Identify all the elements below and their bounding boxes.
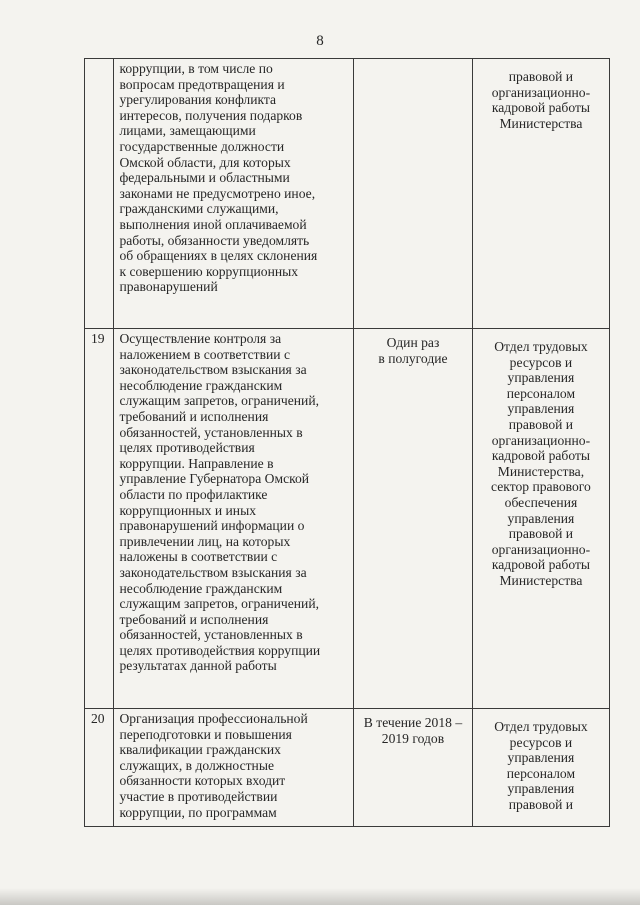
text-line: служащих, в должностные <box>119 757 274 773</box>
text-line: коррупции, в том числе по <box>119 61 273 76</box>
text-line: персоналом <box>506 385 576 401</box>
text-line: несоблюдение гражданским <box>119 580 283 596</box>
text-line: коррупционных и иных <box>119 502 257 518</box>
text-line: служащим запретов, ограничений, <box>119 393 319 409</box>
text-line: Министерства <box>499 572 583 588</box>
text-line: привлечении лиц, на которых <box>119 533 291 549</box>
row-number-cell: 19 <box>85 329 114 709</box>
text-line: управления <box>507 401 575 417</box>
text-line: обязанностей, установленных в <box>119 424 303 440</box>
text-line: законодательством взыскания за <box>119 362 307 378</box>
table-row <box>85 329 610 709</box>
text-line: законодательством взыскания за <box>119 564 307 580</box>
text-line: В течение 2018 – <box>363 715 463 730</box>
text-line: лицами, замещающими <box>119 123 256 139</box>
text-line: правовой и <box>508 416 574 432</box>
text-line: правонарушений <box>119 279 218 295</box>
text-line: целях противодействия <box>119 440 255 456</box>
text-line: Министерства, <box>497 463 585 479</box>
text-line: урегулирования конфликта <box>119 92 277 108</box>
text-line: работы, обязанности уведомлять <box>119 232 310 248</box>
text-line: области по профилактике <box>119 486 268 502</box>
deadline-cell <box>354 59 473 329</box>
text-line: целях противодействия коррупции <box>119 642 321 658</box>
text-line: управления <box>507 370 575 386</box>
text-line: обязанностей, установленных в <box>119 627 303 643</box>
text-line: персоналом <box>506 765 576 781</box>
responsible-cell <box>472 329 609 709</box>
text-line: наложением в соответствии с <box>119 346 290 362</box>
text-line: Один раз <box>386 335 440 350</box>
deadline-cell <box>354 709 473 827</box>
text-line: правовой и <box>508 69 574 84</box>
text-line: организационно- <box>491 541 591 557</box>
table-row <box>85 709 610 827</box>
text-line: коррупции. Направление в <box>119 455 274 471</box>
text-line: в полугодие <box>378 350 448 366</box>
measure-description-cell <box>114 709 354 827</box>
page-number: 8 <box>316 33 324 49</box>
text-line: ресурсов и <box>509 354 573 370</box>
text-line: обеспечения <box>504 494 578 510</box>
text-line: участие в противодействии <box>119 788 278 804</box>
deadline-cell <box>354 329 473 709</box>
text-line: организационно- <box>491 84 591 100</box>
text-line: вопросам предотвращения и <box>119 76 285 92</box>
responsible-cell <box>472 59 609 329</box>
text-line: переподготовки и повышения <box>119 726 292 742</box>
text-line: несоблюдение гражданским <box>119 377 283 393</box>
text-line: Организация профессиональной <box>119 711 308 726</box>
text-line: федеральными и областными <box>119 170 290 186</box>
text-line: сектор правового <box>491 479 591 495</box>
text-line: коррупции, по программам <box>119 804 277 820</box>
text-line: Министерства <box>499 115 583 131</box>
text-line: управления <box>507 510 575 526</box>
text-line: правовой и <box>508 796 574 812</box>
text-line: правовой и <box>508 526 574 542</box>
text-line: Отдел трудовых <box>494 719 588 734</box>
text-line: 2019 годов <box>381 730 445 746</box>
text-line: правонарушений информации о <box>119 518 305 534</box>
row-number-cell: 20 <box>85 709 114 827</box>
row-number-cell <box>85 59 114 329</box>
text-line: наложены в соответствии с <box>119 549 278 565</box>
table-row <box>85 59 610 329</box>
text-line: ресурсов и <box>509 734 573 750</box>
text-line: служащим запретов, ограничений, <box>119 596 319 612</box>
text-line: требований и исполнения <box>119 611 269 627</box>
text-line: Отдел трудовых <box>494 339 588 354</box>
text-line: требований и исполнения <box>119 408 269 424</box>
text-line: об обращениях в целях склонения <box>119 248 318 264</box>
text-line: результатах данной работы <box>119 658 277 674</box>
text-line: организационно- <box>491 432 591 448</box>
text-line: управление Губернатора Омской <box>119 471 310 487</box>
responsible-cell <box>472 709 609 827</box>
text-line: Осуществление контроля за <box>119 331 282 346</box>
text-line: Омской области, для которых <box>119 154 291 170</box>
text-line: законами не предусмотрено иное, <box>119 185 316 201</box>
measure-description-cell <box>114 329 354 709</box>
scan-edge-shadow <box>0 888 640 905</box>
text-line: кадровой работы <box>491 557 591 573</box>
text-line: управления <box>507 781 575 797</box>
text-line: квалификации гражданских <box>119 742 281 758</box>
measure-description-cell <box>114 59 354 329</box>
text-line: кадровой работы <box>491 448 591 464</box>
text-line: управления <box>507 750 575 766</box>
measures-table <box>84 58 610 827</box>
text-line: выполнения иной оплачиваемой <box>119 216 307 232</box>
text-line: обязанности которых входит <box>119 773 286 789</box>
text-line: интересов, получения подарков <box>119 107 303 123</box>
text-line: кадровой работы <box>491 100 591 116</box>
text-line: гражданскими служащими, <box>119 201 279 217</box>
text-line: к совершению коррупционных <box>119 263 299 279</box>
text-line: государственные должности <box>119 138 285 154</box>
